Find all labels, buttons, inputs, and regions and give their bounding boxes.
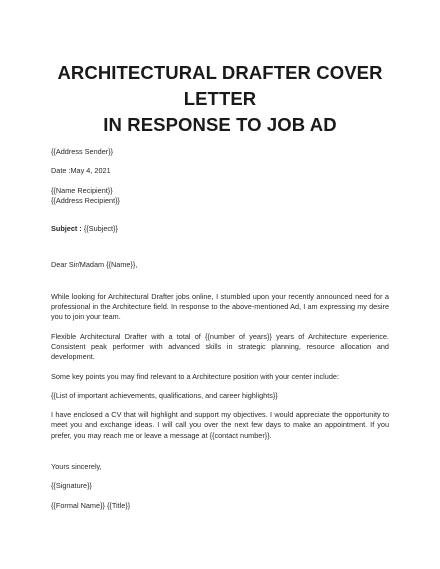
valediction: Yours sincerely, <box>51 462 102 472</box>
recipient-name: {{Name Recipient}} <box>51 185 113 195</box>
paragraph-closing: I have enclosed a CV that will highlight and support my objectives. I would appreciate the opportunity to meet you and exchange ideas. I will call you over the next few days to make an appointment. If you prefer, you may reach me or leave a message at {{contact number}}. <box>51 410 389 440</box>
letter-body <box>51 147 389 511</box>
paragraph-achievements: {{List of important achievements, qualifications, and career highlights}} <box>51 390 278 400</box>
paragraph-key-points: Some key points you may find relevant to a Architecture position with your center include: <box>51 371 339 381</box>
title-line-1: ARCHITECTURAL DRAFTER COVER LETTER <box>57 62 383 109</box>
signature: {{Signature}} <box>51 481 92 491</box>
title-line-2: IN RESPONSE TO JOB AD <box>103 114 337 135</box>
letter-title <box>51 0 389 138</box>
subject-label: Subject : <box>51 224 82 234</box>
subject-value: {{Subject}} <box>81 224 118 234</box>
paragraph-experience: Flexible Architectural Drafter with a total of {{number of years}} years of Architecture experience. Consistent peak performer with advanced skills in strategic planning, resource allocation and development. <box>51 331 389 362</box>
letter-date: Date :May 4, 2021 <box>51 166 111 176</box>
paragraph-intro: While looking for Architectural Drafter jobs online, I stumbled upon your recently announced need for a professional in the Architecture field. In response to the above-mentioned Ad, I am expressing my desire you to join your team. <box>51 291 389 322</box>
formal-name-title: {{Formal Name}} {{Title}} <box>51 500 131 510</box>
subject-line <box>51 224 389 234</box>
sender-address: {{Address Sender}} <box>51 147 114 156</box>
recipient-address: {{Address Recipient}} <box>51 195 120 205</box>
salutation: Dear Sir/Madam {{Name}}, <box>51 260 138 270</box>
